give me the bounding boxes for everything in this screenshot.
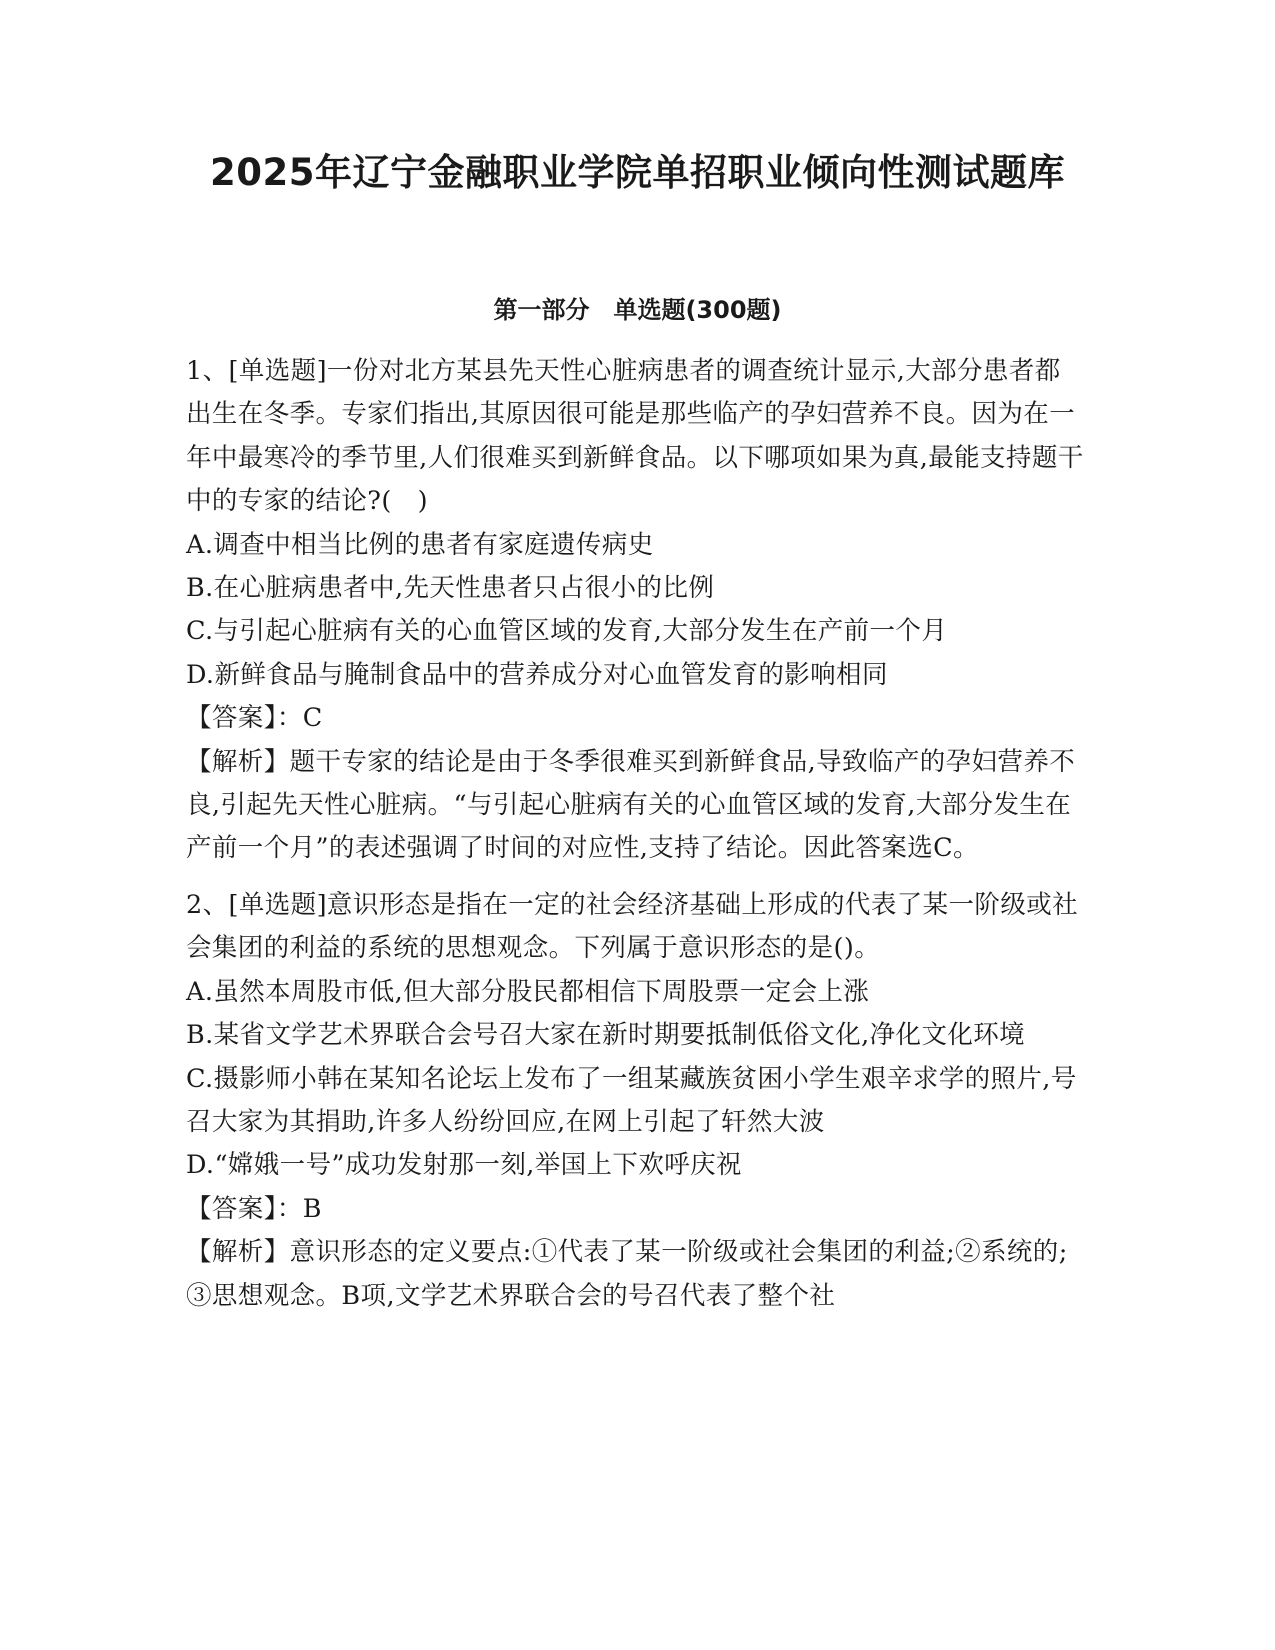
- answer-value: ：B: [276, 1193, 322, 1224]
- analysis-label: 【解析】: [186, 1237, 290, 1268]
- option-d: D.“嫦娥一号”成功发射那一刻,举国上下欢呼庆祝: [186, 1150, 742, 1181]
- question-2: [186, 884, 1086, 1318]
- analysis-line: [186, 741, 1086, 871]
- option-b: B.某省文学艺术界联合会号召大家在新时期要抵制低俗文化,净化文化环境: [186, 1020, 1026, 1051]
- analysis-text: 意识形态的定义要点:①代表了某一阶级或社会集团的利益;②系统的;③思想观念。B项,文学艺术界联合会的号召代表了整个社: [186, 1237, 1068, 1311]
- analysis-line: [186, 1231, 1086, 1318]
- question-stem: 2、[单选题]意识形态是指在一定的社会经济基础上形成的代表了某一阶级或社会集团的利益的系统的思想观念。下列属于意识形态的是()。: [186, 889, 1079, 964]
- answer-line: [186, 1188, 1086, 1231]
- option-a: A.调查中相当比例的患者有家庭遗传病史: [186, 529, 654, 560]
- analysis-label: 【解析】: [186, 746, 290, 777]
- question-list: [186, 350, 1086, 1318]
- answer-line: [186, 697, 1086, 740]
- option-c: C.与引起心脏病有关的心血管区域的发育,大部分发生在产前一个月: [186, 616, 948, 647]
- answer-label: 【答案】: [186, 703, 277, 734]
- answer-label: 【答案】: [186, 1193, 277, 1224]
- option-d: D.新鲜食品与腌制食品中的营养成分对心血管发育的影响相同: [186, 659, 888, 690]
- option-b: B.在心脏病患者中,先天性患者只占很小的比例: [186, 573, 715, 604]
- option-c: C.摄影师小韩在某知名论坛上发布了一组某藏族贫困小学生艰辛求学的照片,号召大家为其捐助,许多人纷纷回应,在网上引起了轩然大波: [186, 1063, 1077, 1137]
- part-heading: 第一部分 单选题(300题): [493, 296, 782, 324]
- document-title: 2025年辽宁金融职业学院单招职业倾向性测试题库: [210, 151, 1065, 194]
- option-a: A.虽然本周股市低,但大部分股民都相信下周股票一定会上涨: [186, 976, 870, 1007]
- question-stem: 1、[单选题]一份对北方某县先天性心脏病患者的调查统计显示,大部分患者都出生在冬季。专家们指出,其原因很可能是那些临产的孕妇营养不良。因为在一年中最寒冷的季节里,人们很难买到新鲜食品。以下哪项如果为真,最能支持题干中的专家的结论?( ): [186, 356, 1084, 517]
- question-1: [186, 350, 1086, 871]
- analysis-text: 题干专家的结论是由于冬季很难买到新鲜食品,导致临产的孕妇营养不良,引起先天性心脏病。“与引起心脏病有关的心血管区域的发育,大部分发生在产前一个月”的表述强调了时间的对应性,支持了结论。因此答案选C。: [186, 746, 1076, 864]
- answer-value: ：C: [276, 703, 323, 734]
